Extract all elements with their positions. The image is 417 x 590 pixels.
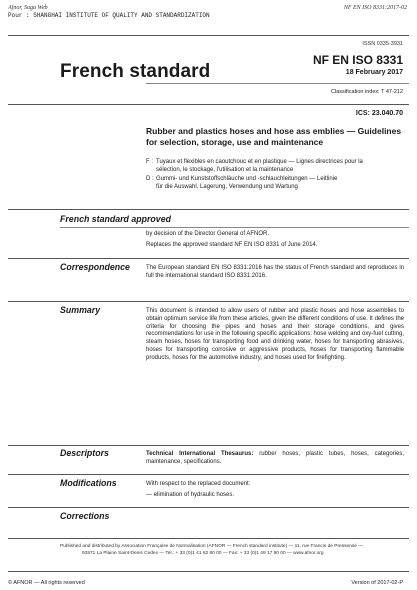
modifications-intro: With respect to the replaced document:: [146, 481, 251, 487]
standard-number: NF EN ISO 8331: [312, 53, 403, 67]
ics-code: ICS: 23.040.70: [355, 110, 403, 117]
section-divider: [8, 474, 409, 475]
date-divider: [146, 83, 409, 84]
corrections-heading: Corrections: [60, 511, 110, 521]
descriptors-text: [146, 451, 404, 467]
approved-replaces-text: Replaces the approved standard NF EN ISO 8331 of June 2014.: [146, 242, 318, 248]
section-divider: [8, 445, 409, 446]
approved-heading-underline: [60, 227, 409, 228]
language-entry-german: [146, 176, 404, 191]
copyright: © AFNOR — All rights reserved: [8, 580, 85, 586]
language-title: Gummi- und Kunststoffschläuche und -schlauchleitungen — Leitlinie: [156, 176, 338, 182]
descriptors-heading: Descriptors: [60, 448, 109, 458]
document-reference: NF EN ISO 8331:2017-02: [343, 5, 407, 11]
descriptors-thesaurus-label: Technical International Thesaurus:: [146, 451, 254, 457]
document-kind-title: French standard: [60, 61, 211, 82]
summary-heading: Summary: [60, 305, 101, 315]
licensee-label: Pour : SHANGHAI INSTITUTE OF QUALITY AND STANDARDIZATION: [8, 12, 210, 19]
correspondence-heading: Correspondence: [60, 262, 130, 272]
modifications-item: — elimination of hydraulic hoses.: [146, 492, 235, 498]
section-divider: [8, 301, 409, 302]
document-title: Rubber and plastics hoses and hose ass emblies — Guidelines for selection, storage, use and maintenance: [146, 126, 402, 147]
summary-text: This document is intended to allow users of rubber and plastic hoses and hose assemblies to obtain optimum service life from these articles, given the different conditions of use. It defines the criteria for choosing the pipes and hoses and their storage conditions, and gives recommendations for use in the following specific applications: hose welding and oxy-fuel cutting, steam hoses, hoses for transporting food and drinking water, hoses for transporting abrasives, hoses for transporting corrosive or aggressive products, hoses for transporting flammable products, hoses for the automotive industry, and hoses used for firefighting.: [146, 308, 404, 361]
modifications-heading: Modifications: [60, 478, 117, 488]
footer-bottom-divider: [8, 571, 409, 572]
classification-divider: [8, 104, 409, 105]
source-label: Afnor, Saga Web: [8, 5, 48, 11]
descriptors-keywords: rubber hoses, plastic tubes, hoses, categories, maintenance, specifications.: [146, 451, 404, 465]
publication-date: 18 February 2017: [345, 69, 403, 76]
language-title-continued: sélection, le stockage, l'utilisation et la maintenance: [156, 166, 294, 173]
language-code: D :: [146, 176, 154, 182]
section-divider: [8, 507, 409, 508]
publisher-info: [60, 543, 404, 557]
language-code: F :: [146, 159, 153, 165]
correspondence-text: The European standard EN ISO 8331:2016 has the status of French standard and reproduces in full the international standard ISO 8331:2016.: [146, 265, 404, 279]
approved-heading: French standard approved: [60, 214, 171, 224]
version-label: Version of 2017-02-P: [351, 580, 403, 586]
section-divider: [8, 258, 409, 259]
header-divider: [8, 35, 409, 36]
section-divider: [8, 209, 409, 210]
footer-divider: [8, 538, 409, 539]
language-entry-french: [146, 159, 404, 174]
language-title: Tuyaux et flexibles en caoutchouc et en plastique — Lignes directrices pour la: [156, 159, 363, 165]
classification-index: Classification index: T 47-212: [331, 89, 403, 95]
publisher-address: Published and distributed by Association Française de Normalisation (AFNOR — French standard institute) — 11, rue Francis de Pressensé —: [60, 544, 364, 549]
language-title-continued: für die Auswahl, Lagerung, Verwendung und Wartung: [156, 183, 298, 190]
publisher-contact: 93571 La Plaine Saint-Denis Cedex — Tel.: + 33 (0)1 41 62 80 00 — Fax: + 33 (0)1 49 17 90 00 — www.afnor.org: [82, 551, 324, 556]
issn: ISSN 0335-3931: [362, 41, 403, 47]
approved-decision-text: by decision of the Director General of AFNOR.: [146, 231, 270, 237]
